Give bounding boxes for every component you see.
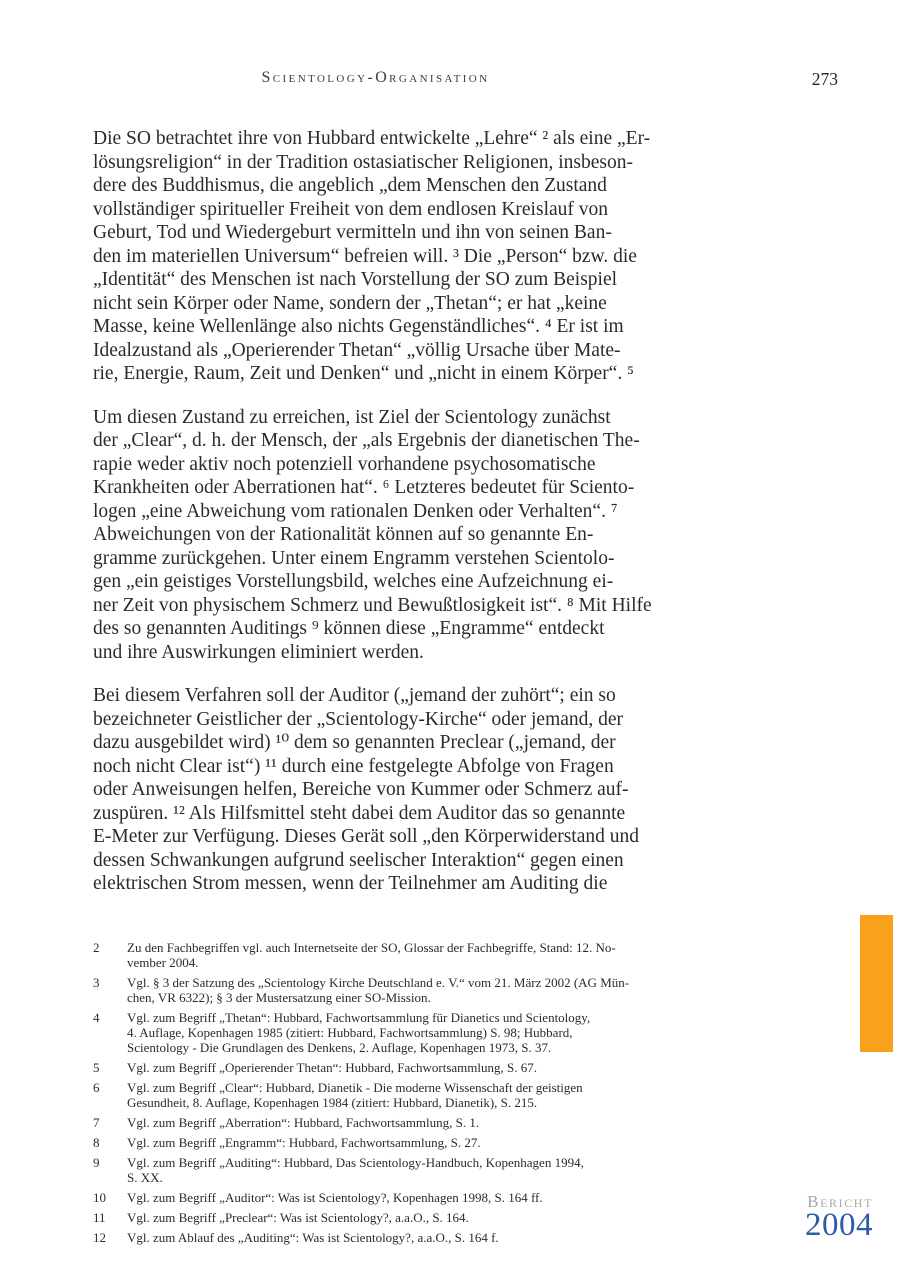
footnote-text: [127, 1155, 753, 1185]
body-line: und ihre Auswirkungen eliminiert werden.: [93, 641, 424, 663]
body-line: dessen Schwankungen aufgrund seelischer Interaktion“ gegen einen: [93, 849, 624, 871]
body-line: oder Anweisungen helfen, Bereiche von Kummer oder Schmerz auf-: [93, 779, 629, 800]
footnote-number: 3: [93, 975, 100, 990]
body-line: Um diesen Zustand zu erreichen, ist Ziel der Scientology zunächst: [93, 406, 611, 428]
footnote-number: 6: [93, 1080, 100, 1095]
footnotes-section: [93, 940, 753, 1245]
footnote-row: [93, 1080, 753, 1110]
footnote-text-line: S. XX.: [127, 1170, 163, 1185]
footnote-number: 7: [93, 1115, 100, 1130]
footnote-text-line: Vgl. zum Begriff „Auditor“: Was ist Scientology?, Kopenhagen 1998, S. 164 ff.: [127, 1190, 543, 1205]
footnote-text-line: Vgl. zum Begriff „Auditing“: Hubbard, Das Scientology-Handbuch, Kopenhagen 1994,: [127, 1155, 584, 1170]
paragraph: [93, 684, 753, 896]
body-line: nicht sein Körper oder Name, sondern der „Thetan“; er hat „keine: [93, 292, 607, 314]
footnote-text-line: Vgl. zum Begriff „Thetan“: Hubbard, Fachwortsammlung für Dianetics und Scientology,: [127, 1010, 591, 1025]
page-number: 273: [811, 69, 838, 89]
footnote-text: [127, 1080, 753, 1110]
footnote-text-line: Vgl. zum Begriff „Clear“: Hubbard, Dianetik - Die moderne Wissenschaft der geistigen: [127, 1080, 583, 1095]
body-line: Die SO betrachtet ihre von Hubbard entwickelte „Lehre“ ² als eine „Er-: [93, 128, 651, 149]
footnote-row: [93, 1210, 753, 1225]
footnote-number: 9: [93, 1155, 100, 1170]
body-line: zuspüren. ¹² Als Hilfsmittel steht dabei dem Auditor das so genannte: [93, 802, 626, 824]
body-line: E-Meter zur Verfügung. Dieses Gerät soll „den Körperwiderstand und: [93, 826, 640, 847]
footnote-row: [93, 1115, 753, 1130]
body-line: des so genannten Auditings ⁹ können diese „Engramme“ entdeckt: [93, 618, 605, 639]
footnote-text-line: Scientology - Die Grundlagen des Denkens, 2. Auflage, Kopenhagen 1973, S. 37.: [127, 1040, 552, 1055]
paragraph: [93, 127, 753, 386]
footnote-number: 5: [93, 1060, 100, 1075]
footnote-text: [127, 1230, 753, 1245]
footnote-text-line: Vgl. zum Begriff „Aberration“: Hubbard, Fachwortsammlung, S. 1.: [127, 1115, 480, 1130]
footnote-text-line: 4. Auflage, Kopenhagen 1985 (zitiert: Hubbard, Fachwortsammlung) S. 98; Hubbard,: [127, 1025, 573, 1040]
body-line: gramme zurückgehen. Unter einem Engramm verstehen Scientolo-: [93, 547, 615, 569]
footnote-row: [93, 1155, 753, 1185]
footnote-text: [127, 1210, 753, 1225]
footnote-number: 12: [93, 1230, 106, 1245]
footnote-number: 10: [93, 1190, 106, 1205]
footnote-row: [93, 1010, 753, 1055]
footnote-text-line: Vgl. § 3 der Satzung des „Scientology Kirche Deutschland e. V.“ vom 21. März 2002 (AG Mün-: [127, 975, 630, 990]
footnote-text: [127, 1135, 753, 1150]
paragraph: [93, 406, 753, 665]
body-line: den im materiellen Universum“ befreien will. ³ Die „Person“ bzw. die: [93, 245, 637, 267]
body-line: rapie weder aktiv noch potenziell vorhandene psychosomatische: [93, 453, 596, 475]
footnote-row: [93, 1230, 753, 1245]
body-line: dazu ausgebildet wird) ¹⁰ dem so genannten Preclear („jemand, der: [93, 732, 616, 753]
body-line: der „Clear“, d. h. der Mensch, der „als Ergebnis der dianetischen The-: [93, 430, 640, 451]
body-line: „Identität“ des Menschen ist nach Vorstellung der SO zum Beispiel: [93, 269, 618, 290]
footnote-text: [127, 1060, 753, 1075]
footnote-text-line: Zu den Fachbegriffen vgl. auch Internetseite der SO, Glossar der Fachbegriffe, Stand: 12. No-: [127, 940, 616, 955]
body-line: logen „eine Abweichung vom rationalen Denken oder Verhalten“. ⁷: [93, 500, 618, 522]
footnote-row: [93, 1135, 753, 1150]
body-line: elektrischen Strom messen, wenn der Teilnehmer am Auditing die: [93, 873, 608, 894]
body-text: [93, 127, 753, 896]
body-line: ner Zeit von physischem Schmerz und Bewußtlosigkeit ist“. ⁸ Mit Hilfe: [93, 594, 652, 616]
body-line: bezeichneter Geistlicher der „Scientology-Kirche“ oder jemand, der: [93, 708, 624, 730]
footnote-text-line: Gesundheit, 8. Auflage, Kopenhagen 1984 (zitiert: Hubbard, Dianetik), S. 215.: [127, 1095, 538, 1110]
footnote-text-line: Vgl. zum Ablauf des „Auditing“: Was ist Scientology?, a.a.O., S. 164 f.: [127, 1230, 499, 1245]
footnote-row: [93, 1190, 753, 1205]
footnote-text: [127, 975, 753, 1005]
body-line: Krankheiten oder Aberrationen hat“. ⁶ Letzteres bedeutet für Sciento-: [93, 477, 635, 498]
footnote-text: [127, 940, 753, 970]
body-line: Masse, keine Wellenlänge also nichts Gegenständliches“. ⁴ Er ist im: [93, 316, 624, 337]
body-line: vollständiger spiritueller Freiheit von dem endlosen Kreislauf von: [93, 198, 609, 220]
footnote-number: 4: [93, 1010, 100, 1025]
footnote-number: 2: [93, 940, 100, 955]
footnote-number: 8: [93, 1135, 100, 1150]
body-line: noch nicht Clear ist“) ¹¹ durch eine festgelegte Abfolge von Fragen: [93, 755, 614, 777]
footnote-text: [127, 1115, 753, 1130]
footnote-text-line: Vgl. zum Begriff „Engramm“: Hubbard, Fachwortsammlung, S. 27.: [127, 1135, 481, 1150]
footnote-row: [93, 1060, 753, 1075]
report-badge: [720, 1192, 873, 1243]
body-line: dere des Buddhismus, die angeblich „dem Menschen den Zustand: [93, 175, 607, 196]
report-badge-year: 2004: [805, 1207, 873, 1243]
footnote-text-line: Vgl. zum Begriff „Preclear“: Was ist Scientology?, a.a.O., S. 164.: [127, 1210, 469, 1225]
chapter-marker-bar: [860, 915, 893, 1052]
body-line: rie, Energie, Raum, Zeit und Denken“ und „nicht in einem Körper“. ⁵: [93, 363, 634, 384]
footnote-text-line: chen, VR 6322); § 3 der Mustersatzung einer SO-Mission.: [127, 990, 431, 1005]
body-line: lösungsreligion“ in der Tradition ostasiatischer Religionen, insbeson-: [93, 151, 633, 173]
footnote-text: [127, 1190, 753, 1205]
body-line: Idealzustand als „Operierender Thetan“ „völlig Ursache über Mate-: [93, 339, 621, 361]
footnote-row: [93, 975, 753, 1005]
footnote-number: 11: [93, 1210, 106, 1225]
footnote-text-line: Vgl. zum Begriff „Operierender Thetan“: Hubbard, Fachwortsammlung, S. 67.: [127, 1060, 537, 1075]
report-badge-label: Bericht: [807, 1192, 873, 1211]
footnote-text-line: vember 2004.: [127, 955, 199, 970]
body-line: gen „ein geistiges Vorstellungsbild, welches eine Aufzeichnung ei-: [93, 571, 614, 592]
running-head-title: Scientology-Organisation: [261, 69, 490, 86]
body-line: Abweichungen von der Rationalität können auf so genannte En-: [93, 524, 594, 545]
footnote-row: [93, 940, 753, 970]
body-line: Bei diesem Verfahren soll der Auditor („jemand der zuhört“; ein so: [93, 685, 616, 706]
body-line: Geburt, Tod und Wiedergeburt vermitteln und ihn von seinen Ban-: [93, 222, 612, 243]
footnote-text: [127, 1010, 753, 1055]
